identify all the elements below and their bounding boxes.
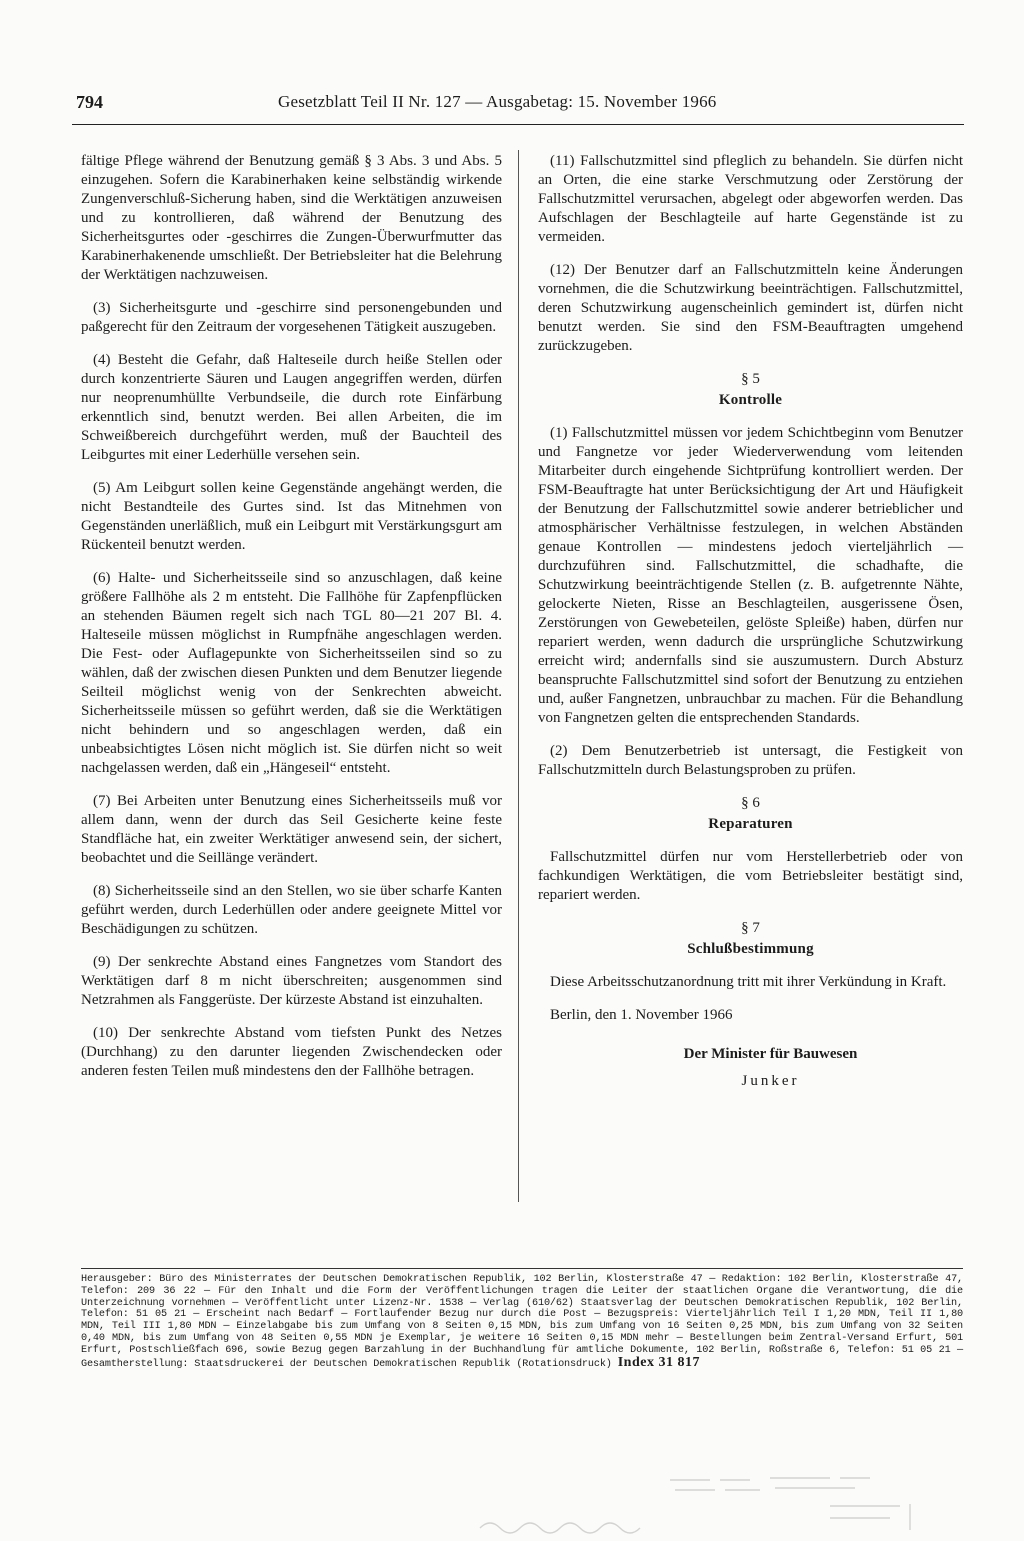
right-column [538,152,963,1091]
imprint-text: Herausgeber: Büro des Ministerrates der Deutschen Demokratischen Republik, 102 Berlin, Klosterstraße 47 — Redaktion: 102 Berlin, Klosterstraße 47, Telefon: 209 36 22 — Für den Inhalt und die Form der Veröffentlichungen tragen die Leiter der staatlichen Organe die Verantwortung, die die Unterzeichnung vornehmen — Veröffentlicht unter Lizenz-Nr. 1538 — Verlag (610/62) Staatsverlag der Deutschen Demokratischen Republik, 102 Berlin, Telefon: 51 05 21 — Erscheint nach Bedarf — Fortlaufender Bezug nur durch die Post — Bezugspreis: Vierteljährlich Teil I 1,20 MDN, Teil II 1,80 MDN, Teil III 1,80 MDN — Einzelabgabe bis zum Umfang von 8 Seiten 0,15 MDN, bis zum Umfang von 16 Seiten 0,25 MDN, bis zum Umfang von 32 Seiten 0,40 MDN, bis zum Umfang von 48 Seiten 0,55 MDN je Exemplar, je weitere 16 Seiten 0,15 MDN mehr — Bestellungen beim Zentral-Versand Erfurt, 501 Erfurt, Postschließfach 696, sowie Bezug gegen Barzahlung in der Buchhandlung für amtliche Dokumente, 102 Berlin, Roßstraße 6, Telefon: 51 05 21 — Gesamtherstellung: Staatsdruckerei der Deutschen Demokratischen Republik (Rotationsdruck) [81,1274,963,1370]
section-number: § 6 [741,795,760,811]
header-title: Gesetzblatt Teil II Nr. 127 — Ausgabetag: 15. November 1966 [278,92,717,111]
paragraph: (8) Sicherheitsseile sind an den Stellen, wo sie über scharfe Kanten geführt werden, durch Lederhüllen oder andere geeignete Mittel vor Beschädigungen zu schützen. [81,883,502,937]
paragraph: Diese Arbeitsschutzanordnung tritt mit ihrer Verkündung in Kraft. [550,974,947,990]
index-number: Index 31 817 [617,1354,700,1370]
paragraph: (1) Fallschutzmittel müssen vor jedem Schichtbeginn vom Benutzer und Fangnetze vor jeder Wiederverwendung vom leitenden Mitarbeiter durch eingehende Sichtprüfung kontrolliert werden. Der FSM-Beauftragte hat unter Berücksichtigung der Art und Häufigkeit der Benutzung der Fallschutzmittel sowie anderer betrieblicher und atmosphärischer Verhältnisse festzulegen, in welchen Abständen genaue Kontrollen — mindestens jedoch vierteljährlich — durchzuführen sind. Fallschutzmittel, die schadhafte, die Schutzwirkung beeinträchtigende Stellen (z. B. aufgetrennte Nähte, gelockerte Nieten, Risse an Beschlagteilen, ausgerissene Ösen, Zerstörungen von Gewebeteilen, gelöste Spleiße) haben, dürfen nur repariert werden, wenn dadurch die ursprüngliche Schutzwirkung erreicht wird; andernfalls sind sie auszumustern. Durch Absturz beanspruchte Fallschutzmittel sind sofort der Benutzung zu entziehen und, außer Fangnetzen, unbrauchbar zu machen. Für die Behandlung von Fangnetzen gelten die entsprechenden Standards. [538,425,963,726]
page-number: 794 [76,92,103,112]
paragraph: (9) Der senkrechte Abstand eines Fangnetzes vom Standort des Werktätigen darf 8 m nicht überschreiten; ausgenommen sind Netzrahmen als Fanggerüste. Der kürzeste Abstand ist einzuhalten. [81,954,502,1008]
section-title: Reparaturen [708,816,793,832]
column-divider [518,150,519,1202]
paragraph: (12) Der Benutzer darf an Fallschutzmitteln keine Änderungen vornehmen, die die Schutzwirkung beeinträchtigen. Fallschutzmittel, deren Schutzwirkung augenscheinlich gemindert ist, dürfen nicht benutzt werden. Sie sind den FSM-Beauftragten umgehend zurückzugeben. [538,262,963,354]
imprint-rule [81,1268,963,1269]
section-title: Schlußbestimmung [687,941,814,957]
paragraph: Fallschutzmittel dürfen nur vom Herstellerbetrieb oder von fachkundigen Werktätigen, die vom Betriebsleiter bestätigt sind, repariert werden. [538,849,963,903]
paragraph: (2) Dem Benutzerbetrieb ist untersagt, die Festigkeit von Fallschutzmitteln durch Belastungsproben zu prüfen. [538,743,963,778]
paragraph: (5) Am Leibgurt sollen keine Gegenstände angehängt werden, die nicht Bestandteile des Gurtes sind. Ist das Mitnehmen von Gegenständen unerläßlich, muß ein Leibgurt mit Verstärkungsgurt am Rückenteil benutzt werden. [81,480,502,553]
left-column [81,152,502,1095]
paragraph: (11) Fallschutzmittel sind pfleglich zu behandeln. Sie dürfen nicht an Orten, die eine starke Verschmutzung oder Zerstörung der Fallschutzmittel verursachen, abgelegt oder abgeworfen werden. Das Aufschlagen der Beschlagteile auf harte Gegenstände ist zu vermeiden. [538,153,963,245]
section-number: § 5 [741,371,760,387]
paragraph: fältige Pflege während der Benutzung gemäß § 3 Abs. 3 und Abs. 5 einzugehen. Sofern die Karabinerhaken keine selbständig wirkende Zungenverschluß-Sicherung haben, sind die Werktätigen anzuweisen und zu kontrollieren, daß während der Benutzung des Sicherheitsgurtes oder -geschirres die Zungen-Überwurfmutter das Karabinerhakenende umschließt. Der Betriebsleiter hat die Belehrung der Werktätigen nachzuweisen. [81,153,502,283]
signer-name: Junker [741,1073,800,1089]
section-number: § 7 [741,920,760,936]
section-title: Kontrolle [718,392,783,408]
paragraph: (7) Bei Arbeiten unter Benutzung eines Sicherheitsseils muß vor allem dann, wenn der durch das Seil Gesicherte keine feste Standfläche hat, ein zweiter Werktätiger anwesend sein, der sichert, beobachtet und die Seillänge verändert. [81,793,502,866]
library-stamp-mark [470,1468,930,1538]
imprint-block [81,1274,963,1370]
paragraph: (3) Sicherheitsgurte und -geschirre sind personengebunden und paßgerecht für den Zeitraum der vorgesehenen Tätigkeit auszugeben. [81,300,502,335]
minister-title: Der Minister für Bauwesen [683,1046,858,1062]
paragraph: (4) Besteht die Gefahr, daß Halteseile durch heiße Stellen oder durch konzentrierte Säuren und Laugen angegriffen werden, dürfen nur neoprenumhüllte Verbundseile, die durch rote Einfärbung erkenntlich sind, benutzt werden. Bei allen Arbeiten, die im Schweißbereich durchgeführt werden, muß der Bauchteil des Leibgurtes mit einer Lederhülle versehen sein. [81,352,502,463]
place-date: Berlin, den 1. November 1966 [550,1007,733,1023]
paragraph: (10) Der senkrechte Abstand vom tiefsten Punkt des Netzes (Durchhang) zu den darunter liegenden Zwischendecken oder anderen festen Teilen muß mindestens den der Fallhöhe betragen. [81,1025,502,1079]
paragraph: (6) Halte- und Sicherheitsseile sind so anzuschlagen, daß keine größere Fallhöhe als 2 m entsteht. Die Fallhöhe für Zapfenpflücken an stehenden Bäumen regelt sich nach TGL 80—21 207 Bl. 4. Halteseile müssen möglichst in Rumpfnähe angeschlagen werden. Die Fest- oder Auflagepunkte von Sicherheitsseilen sind so zu wählen, daß der zwischen diesen Punkten und dem Benutzer liegende Seilteil möglichst wenig von der Senkrechten abweicht. Sicherheitsseile müssen so geführt werden, daß sie die Werktätigen nicht behindern und so angeschlagen werden, daß ein unbeabsichtigtes Lösen nicht möglich ist. Sie dürfen nicht so weit nachgelassen werden, daß ein „Hängeseil“ entsteht. [81,570,502,776]
page-header [72,92,964,125]
